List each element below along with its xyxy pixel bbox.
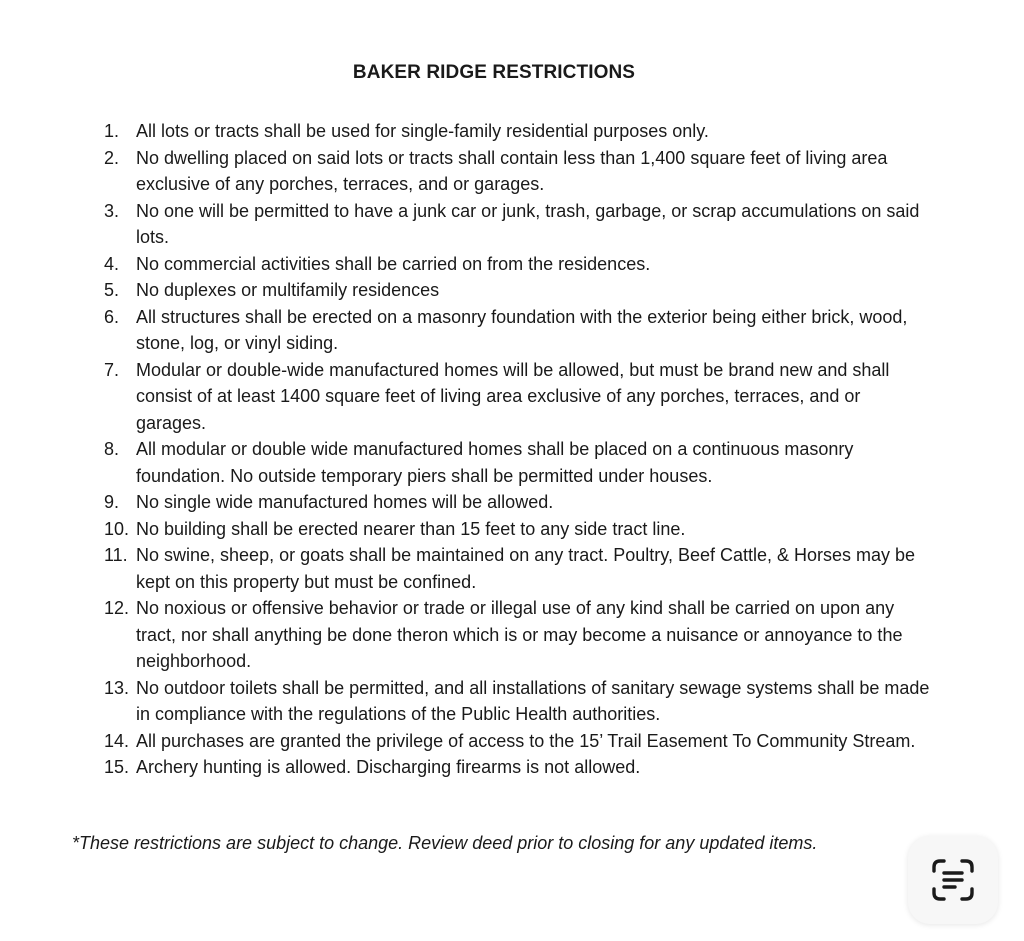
restrictions-list bbox=[104, 118, 934, 781]
restriction-number: 6. bbox=[104, 306, 120, 327]
restriction-item-8 bbox=[104, 436, 934, 489]
restriction-text: Archery hunting is allowed. Discharging firearms is not allowed. bbox=[136, 757, 641, 777]
restriction-number: 9. bbox=[104, 492, 120, 512]
restriction-number: 5. bbox=[104, 280, 120, 300]
restriction-text: No noxious or offensive behavior or trade or illegal use of any kind shall be carried on upon any tract, nor shall anything be done theron which is or may become a nuisance or annoyance to the neighborhood. bbox=[136, 598, 903, 671]
restriction-text: No single wide manufactured homes will be allowed. bbox=[136, 492, 554, 512]
restriction-item-12 bbox=[104, 595, 934, 675]
restriction-number: 10. bbox=[104, 518, 130, 539]
restriction-item-9 bbox=[104, 489, 934, 516]
restriction-item-6 bbox=[104, 304, 934, 357]
restriction-text: No building shall be erected nearer than 15 feet to any side tract line. bbox=[136, 518, 686, 539]
restriction-item-1 bbox=[104, 118, 934, 145]
restriction-item-5 bbox=[104, 277, 934, 304]
restriction-text: All lots or tracts shall be used for single-family residential purposes only. bbox=[136, 121, 709, 141]
disclaimer-note: *These restrictions are subject to change. Review deed prior to closing for any updated items. bbox=[72, 833, 818, 853]
restriction-number: 4. bbox=[104, 253, 120, 274]
restriction-number: 3. bbox=[104, 200, 120, 221]
restriction-text: All structures shall be erected on a masonry foundation with the exterior being either brick, wood, stone, log, or vinyl siding. bbox=[136, 306, 908, 353]
restriction-number: 13. bbox=[104, 677, 130, 698]
restriction-number: 7. bbox=[104, 359, 120, 380]
restriction-text: No outdoor toilets shall be permitted, and all installations of sanitary sewage systems shall be made in compliance with the regulations of the Public Health authorities. bbox=[136, 677, 930, 724]
restriction-item-15 bbox=[104, 754, 934, 781]
restriction-number: 14. bbox=[104, 730, 130, 751]
restriction-number: 15. bbox=[104, 757, 130, 777]
restriction-number: 12. bbox=[104, 598, 130, 618]
restriction-text: All purchases are granted the privilege of access to the 15’ Trail Easement To Community Stream. bbox=[136, 730, 916, 751]
restriction-text: No one will be permitted to have a junk car or junk, trash, garbage, or scrap accumulations on said lots. bbox=[136, 200, 920, 247]
restriction-item-2 bbox=[104, 145, 934, 198]
restriction-text: No dwelling placed on said lots or tracts shall contain less than 1,400 square feet of living area exclusive of any porches, terraces, and or garages. bbox=[136, 147, 888, 194]
restriction-text: All modular or double wide manufactured homes shall be placed on a continuous masonry foundation. No outside temporary piers shall be permitted under houses. bbox=[136, 439, 854, 486]
scan-text-button[interactable] bbox=[908, 836, 998, 924]
restriction-text: No swine, sheep, or goats shall be maintained on any tract. Poultry, Beef Cattle, & Horses may be kept on this property but must be confined. bbox=[136, 545, 916, 592]
restriction-number: 2. bbox=[104, 147, 120, 168]
restriction-item-11 bbox=[104, 542, 934, 595]
restriction-item-10 bbox=[104, 516, 934, 543]
restriction-text: No commercial activities shall be carried on from the residences. bbox=[136, 253, 651, 274]
restriction-number: 1. bbox=[104, 121, 120, 141]
restriction-item-3 bbox=[104, 198, 934, 251]
restriction-item-13 bbox=[104, 675, 934, 728]
restriction-item-4 bbox=[104, 251, 934, 278]
restriction-item-14 bbox=[104, 728, 934, 755]
restriction-number: 11. bbox=[104, 545, 128, 565]
document-title: BAKER RIDGE RESTRICTIONS bbox=[352, 62, 636, 83]
restriction-text: No duplexes or multifamily residences bbox=[136, 280, 440, 300]
restriction-number: 8. bbox=[104, 439, 120, 459]
restriction-text: Modular or double-wide manufactured homes will be allowed, but must be brand new and shall consist of at least 1400 square feet of living area exclusive of any porches, terraces, and or garages. bbox=[136, 359, 890, 433]
scan-text-icon bbox=[929, 856, 977, 904]
restriction-item-7 bbox=[104, 357, 934, 437]
